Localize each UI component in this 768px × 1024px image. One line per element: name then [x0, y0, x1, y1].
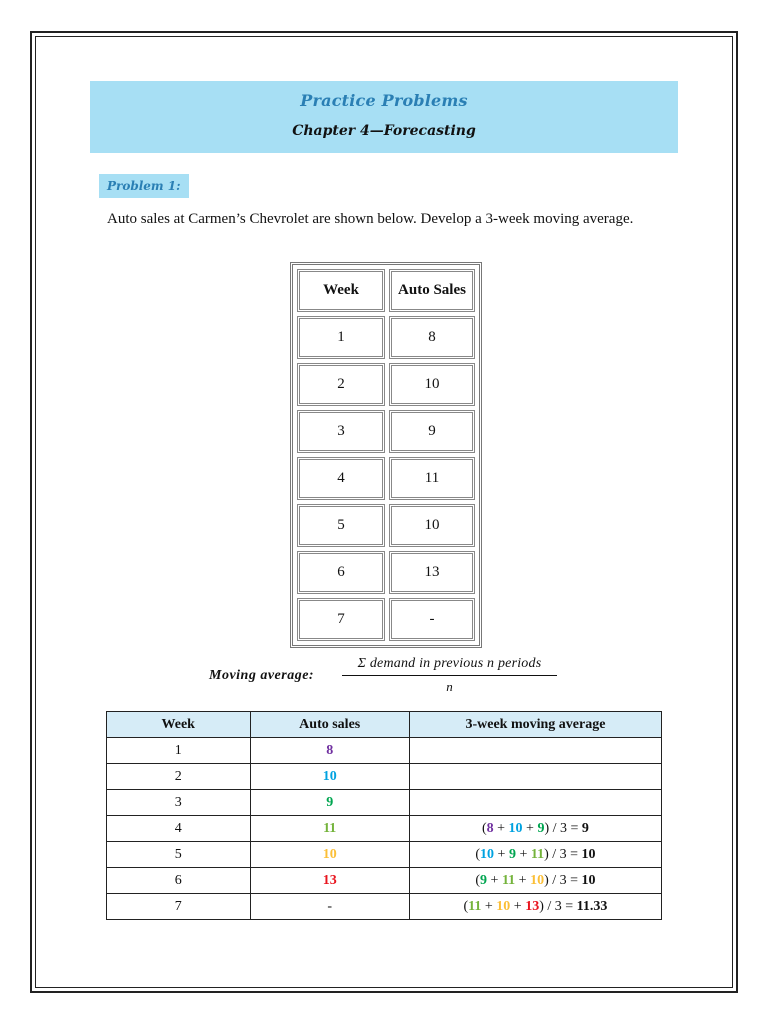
moving-average-cell: (8 + 10 + 9) / 3 = 9 [409, 816, 661, 842]
average-result: 9 [581, 820, 589, 836]
ma-header-moving-average: 3-week moving average [409, 712, 661, 738]
week-cell: 6 [297, 551, 385, 594]
divisor-text: / 3 = [548, 846, 582, 862]
sales-value: 13 [322, 872, 337, 888]
sales-cell [250, 842, 409, 868]
term-value: 9 [508, 846, 516, 862]
table-row [297, 457, 475, 500]
divisor-text: / 3 = [543, 898, 577, 914]
table-row [107, 868, 662, 894]
moving-average-cell: (9 + 11 + 10) / 3 = 10 [409, 868, 661, 894]
sales-value: 11 [323, 820, 337, 836]
table-row [297, 410, 475, 453]
sales-value: 10 [322, 846, 337, 862]
problem-label: Problem 1: [99, 174, 189, 198]
table-row [107, 816, 662, 842]
table-row [297, 598, 475, 641]
sales-value: 9 [326, 794, 334, 810]
term-value: 10 [530, 872, 545, 888]
term-value: 9 [537, 820, 545, 836]
week-cell: 3 [297, 410, 385, 453]
term-value: 11 [468, 898, 482, 914]
sales-cell: 10 [389, 504, 475, 547]
sales-cell: - [389, 598, 475, 641]
week-cell: 3 [107, 790, 251, 816]
moving-average-table [106, 711, 662, 920]
moving-average-cell [409, 738, 661, 764]
week-cell: 2 [297, 363, 385, 406]
table-row [297, 504, 475, 547]
title-banner [90, 81, 678, 153]
ma-table-header-row [107, 712, 662, 738]
sales-cell: 10 [389, 363, 475, 406]
week-cell: 5 [297, 504, 385, 547]
banner-subtitle: Chapter 4—Forecasting [292, 123, 476, 139]
week-cell: 7 [297, 598, 385, 641]
ma-header-auto-sales: Auto sales [250, 712, 409, 738]
table-row [107, 842, 662, 868]
table-row [297, 363, 475, 406]
table-row [107, 894, 662, 920]
sales-table-body [297, 316, 475, 641]
term-value: 10 [480, 846, 495, 862]
week-cell: 1 [297, 316, 385, 359]
sales-header-week: Week [297, 269, 385, 312]
ma-header-week: Week [107, 712, 251, 738]
average-result: 10 [581, 872, 596, 888]
sales-header-auto-sales: Auto Sales [389, 269, 475, 312]
sales-cell [250, 738, 409, 764]
table-row [107, 738, 662, 764]
sales-cell [250, 868, 409, 894]
formula-label: Moving average: [209, 668, 315, 683]
sales-value: 10 [322, 768, 337, 784]
sales-cell [250, 790, 409, 816]
sales-cell [250, 894, 409, 920]
term-value: 9 [480, 872, 488, 888]
table-row [107, 790, 662, 816]
sales-cell: 9 [389, 410, 475, 453]
table-row [107, 764, 662, 790]
week-cell: 4 [107, 816, 251, 842]
formula-denominator: n [446, 679, 453, 694]
table-row [297, 316, 475, 359]
ma-table-body [107, 738, 662, 920]
week-cell: 5 [107, 842, 251, 868]
average-result: 11.33 [576, 898, 608, 914]
sales-value: 8 [326, 742, 334, 758]
moving-average-cell [409, 790, 661, 816]
sales-cell [250, 764, 409, 790]
problem-text: Auto sales at Carmen’s Chevrolet are shown below. Develop a 3-week moving average. [107, 211, 634, 227]
sales-cell: 8 [389, 316, 475, 359]
week-cell: 2 [107, 764, 251, 790]
sales-cell: 11 [389, 457, 475, 500]
week-cell: 6 [107, 868, 251, 894]
sales-cell [250, 816, 409, 842]
term-value: 11 [501, 872, 516, 888]
week-cell: 4 [297, 457, 385, 500]
sales-cell: 13 [389, 551, 475, 594]
divisor-text: / 3 = [548, 872, 582, 888]
formula-numerator: Σ demand in previous n periods [342, 656, 557, 676]
term-value: 10 [508, 820, 523, 836]
table-row [297, 551, 475, 594]
banner-title: Practice Problems [300, 91, 468, 110]
sales-value: - [327, 898, 333, 914]
formula-fraction [342, 656, 557, 695]
moving-average-cell [409, 764, 661, 790]
term-value: 13 [525, 898, 540, 914]
week-cell: 7 [107, 894, 251, 920]
moving-average-cell: (11 + 10 + 13) / 3 = 11.33 [409, 894, 661, 920]
term-value: 8 [486, 820, 494, 836]
moving-average-cell: (10 + 9 + 11) / 3 = 10 [409, 842, 661, 868]
week-cell: 1 [107, 738, 251, 764]
sales-table-header-row [297, 269, 475, 312]
average-result: 10 [581, 846, 596, 862]
term-value: 10 [496, 898, 511, 914]
sales-table [290, 262, 482, 648]
term-value: 11 [530, 846, 545, 862]
divisor-text: / 3 = [549, 820, 582, 836]
